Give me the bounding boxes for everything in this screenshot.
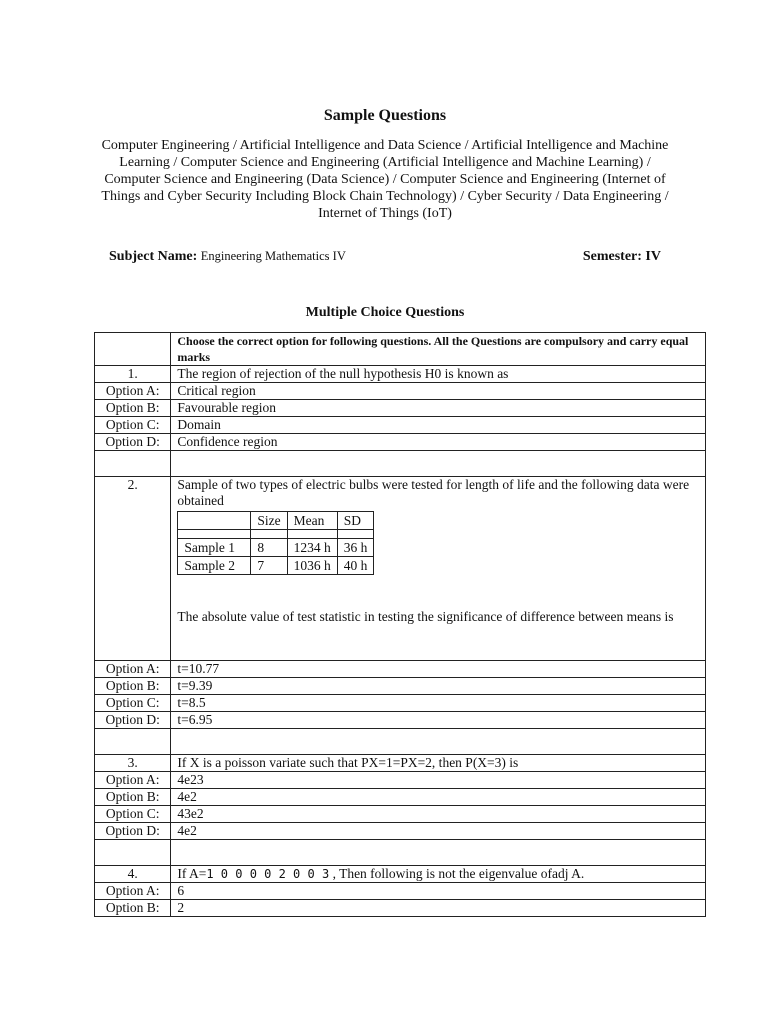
spacer-cell <box>171 451 706 477</box>
option-label: Option A: <box>95 661 171 678</box>
option-row <box>95 823 706 840</box>
option-text: t=9.39 <box>171 678 706 695</box>
option-row <box>95 883 706 900</box>
spacer-row <box>95 729 706 755</box>
instructions-row <box>95 333 706 366</box>
option-label: Option C: <box>95 695 171 712</box>
matrix-expression: 1 0 0 0 0 2 0 0 3 <box>206 867 330 881</box>
option-row <box>95 678 706 695</box>
subject-name <box>109 249 346 265</box>
option-text: 4e2 <box>171 789 706 806</box>
data-cell <box>178 530 251 539</box>
question-row <box>95 366 706 383</box>
data-cell: 36 h <box>337 539 374 557</box>
option-row <box>95 661 706 678</box>
question-number: 2. <box>95 477 171 661</box>
option-text: 4e2 <box>171 823 706 840</box>
subject-value: Engineering Mathematics IV <box>200 249 346 263</box>
semester-label: Semester: IV <box>582 249 661 264</box>
spacer-cell <box>95 840 171 866</box>
question-number: 4. <box>95 866 171 883</box>
option-label: Option B: <box>95 900 171 917</box>
question-text: The region of rejection of the null hypothesis H0 is known as <box>171 366 706 383</box>
data-blank-row <box>178 530 374 539</box>
question-text <box>171 866 706 883</box>
data-cell: 1036 h <box>287 557 337 575</box>
option-row <box>95 400 706 417</box>
section-title: Multiple Choice Questions <box>305 305 465 320</box>
option-row <box>95 712 706 729</box>
question-text-continued: The absolute value of test statistic in testing the significance of difference between means is <box>177 609 674 624</box>
data-cell: Sample 1 <box>178 539 251 557</box>
option-row <box>95 772 706 789</box>
data-row <box>178 557 374 575</box>
question-row <box>95 866 706 883</box>
page-title: Sample Questions <box>323 107 447 124</box>
option-text: Confidence region <box>171 434 706 451</box>
option-text: 4e23 <box>171 772 706 789</box>
instructions-text: Choose the correct option for following questions. All the Questions are compulsory and carry equal marks <box>171 333 706 366</box>
option-label: Option C: <box>95 417 171 434</box>
option-text: t=8.5 <box>171 695 706 712</box>
subject-label: Subject Name: <box>109 249 198 264</box>
spacer-row <box>95 840 706 866</box>
mcq-table <box>94 332 706 917</box>
option-label: Option B: <box>95 678 171 695</box>
option-label: Option D: <box>95 434 171 451</box>
data-cell <box>337 530 374 539</box>
option-row <box>95 695 706 712</box>
option-row <box>95 789 706 806</box>
data-cell: 8 <box>251 539 287 557</box>
data-header <box>178 512 251 530</box>
option-text: Critical region <box>171 383 706 400</box>
option-row <box>95 417 706 434</box>
option-label: Option A: <box>95 383 171 400</box>
data-header: Size <box>251 512 287 530</box>
question-text: If X is a poisson variate such that PX=1=PX=2, then P(X=3) is <box>171 755 706 772</box>
question-body <box>171 477 706 661</box>
option-label: Option C: <box>95 806 171 823</box>
question-number: 1. <box>95 366 171 383</box>
option-row <box>95 806 706 823</box>
option-row <box>95 434 706 451</box>
option-row <box>95 900 706 917</box>
option-text: t=10.77 <box>171 661 706 678</box>
course-list: Computer Engineering / Artificial Intelligence and Data Science / Artificial Intelligence and Machine Learning / Computer Science and Engineering (Artificial Intelligence and Machine Learning) / Computer Science and Engineering (Data Science) / Computer Science and Engineering (Internet of Things and Cyber Security Including Block Chain Technology) / Cyber Security / Data Engineering / Internet of Things (IoT) <box>101 138 669 221</box>
data-cell: 1234 h <box>287 539 337 557</box>
question-text: Sample of two types of electric bulbs were tested for length of life and the following data were obtained <box>177 477 690 508</box>
option-row <box>95 383 706 400</box>
spacer-cell <box>171 840 706 866</box>
question-row <box>95 755 706 772</box>
option-label: Option D: <box>95 823 171 840</box>
data-cell <box>287 530 337 539</box>
spacer-cell <box>95 451 171 477</box>
spacer-cell <box>171 729 706 755</box>
data-row <box>178 539 374 557</box>
bulb-data-table <box>177 511 374 575</box>
question-text-prefix: If A= <box>177 866 207 881</box>
option-text: 2 <box>171 900 706 917</box>
option-text: 6 <box>171 883 706 900</box>
option-text: Favourable region <box>171 400 706 417</box>
data-cell: 40 h <box>337 557 374 575</box>
option-label: Option A: <box>95 772 171 789</box>
data-cell: 7 <box>251 557 287 575</box>
question-row <box>95 477 706 661</box>
data-header: Mean <box>287 512 337 530</box>
data-cell <box>251 530 287 539</box>
data-cell: Sample 2 <box>178 557 251 575</box>
subject-line <box>109 249 661 265</box>
option-label: Option B: <box>95 789 171 806</box>
option-text: t=6.95 <box>171 712 706 729</box>
spacer-cell <box>95 729 171 755</box>
option-text: Domain <box>171 417 706 434</box>
data-header: SD <box>337 512 374 530</box>
question-text-suffix: , Then following is not the eigenvalue ofadj A. <box>329 866 585 881</box>
instructions-num-cell <box>95 333 171 366</box>
option-label: Option B: <box>95 400 171 417</box>
option-text: 43e2 <box>171 806 706 823</box>
option-label: Option A: <box>95 883 171 900</box>
data-header-row <box>178 512 374 530</box>
question-number: 3. <box>95 755 171 772</box>
spacer-row <box>95 451 706 477</box>
option-label: Option D: <box>95 712 171 729</box>
